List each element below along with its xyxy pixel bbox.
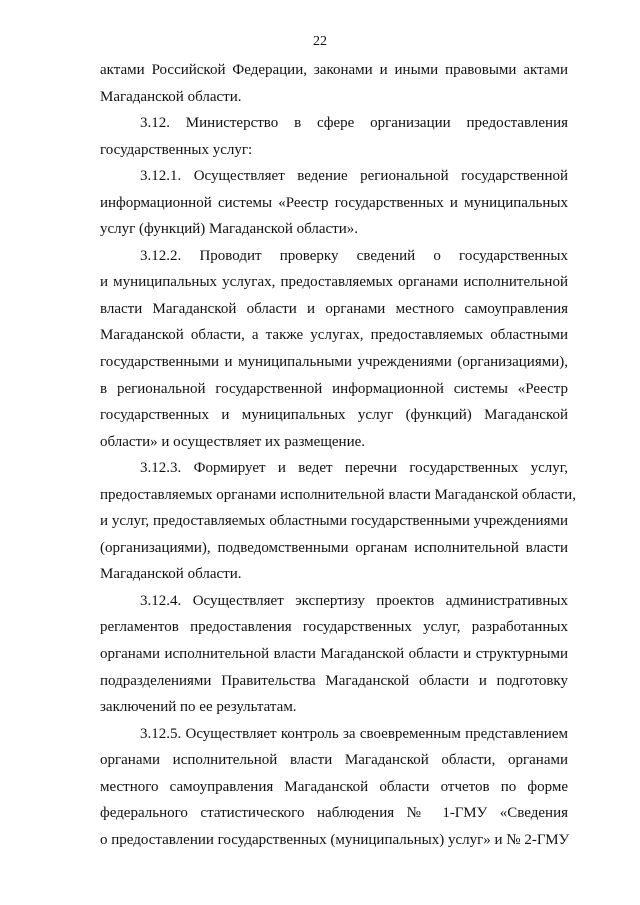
- text-line: в региональной государственной информационной системы «Реестр: [100, 380, 568, 397]
- paragraph: [100, 243, 568, 455]
- text-line: Магаданской области.: [100, 88, 242, 105]
- text-line: предоставляемых органами исполнительной власти Магаданской области,: [100, 486, 576, 503]
- paragraph: [100, 455, 576, 588]
- text-line: области» и осуществляет их размещение.: [100, 433, 365, 450]
- text-line: государственными и муниципальными учреждениями (организациями),: [100, 354, 568, 371]
- text-line: государственных и муниципальных услуг (функций) Магаданской: [100, 407, 568, 424]
- text-line: 3.12.4. Осуществляет экспертизу проектов административных: [140, 592, 568, 609]
- paragraph: [100, 721, 568, 854]
- text-line: Магаданской области.: [100, 566, 242, 583]
- paragraph: [100, 57, 568, 110]
- paragraph: [100, 110, 568, 163]
- paragraph: [100, 588, 568, 721]
- text-line: местного самоуправления Магаданской области отчетов по форме: [100, 778, 568, 795]
- text-line: государственных услуг:: [100, 141, 253, 158]
- text-line: 3.12.2. Проводит проверку сведений о государственных: [140, 247, 568, 264]
- text-line: 3.12.1. Осуществляет ведение региональной государственной: [140, 168, 568, 185]
- text-line: 3.12.3. Формирует и ведет перечни государственных услуг,: [140, 460, 568, 477]
- document-body: [100, 57, 576, 853]
- text-line: 3.12.5. Осуществляет контроль за своевременным представлением: [140, 725, 568, 742]
- text-line: регламентов предоставления государственных услуг, разработанных: [100, 619, 568, 636]
- paragraph: [100, 163, 568, 243]
- text-line: и услуг, предоставляемых областными государственными учреждениями: [100, 513, 568, 530]
- text-line: и муниципальных услугах, предоставляемых органами исполнительной: [100, 274, 568, 291]
- text-line: заключений по ее результатам.: [100, 699, 297, 716]
- text-line: (организациями), подведомственными органам исполнительной власти: [100, 539, 568, 556]
- text-line: власти Магаданской области и органами местного самоуправления: [100, 300, 568, 317]
- text-line: органами исполнительной власти Магаданской области и структурными: [100, 646, 568, 663]
- text-line: подразделениями Правительства Магаданской области и подготовку: [100, 672, 568, 689]
- text-line: органами исполнительной власти Магаданской области, органами: [100, 752, 568, 769]
- text-line: о предоставлении государственных (муниципальных) услуг» и № 2-ГМУ: [100, 831, 570, 848]
- text-line: информационной системы «Реестр государственных и муниципальных: [100, 194, 568, 211]
- text-line: услуг (функций) Магаданской области».: [100, 221, 359, 238]
- text-line: Магаданской области, а также услугах, предоставляемых областными: [100, 327, 568, 344]
- text-line: актами Российской Федерации, законами и иными правовыми актами: [100, 62, 568, 78]
- page-number: 22: [313, 34, 327, 49]
- text-line: федерального статистического наблюдения № 1-ГМУ «Сведения: [100, 805, 568, 822]
- text-line: 3.12. Министерство в сфере организации предоставления: [140, 115, 568, 132]
